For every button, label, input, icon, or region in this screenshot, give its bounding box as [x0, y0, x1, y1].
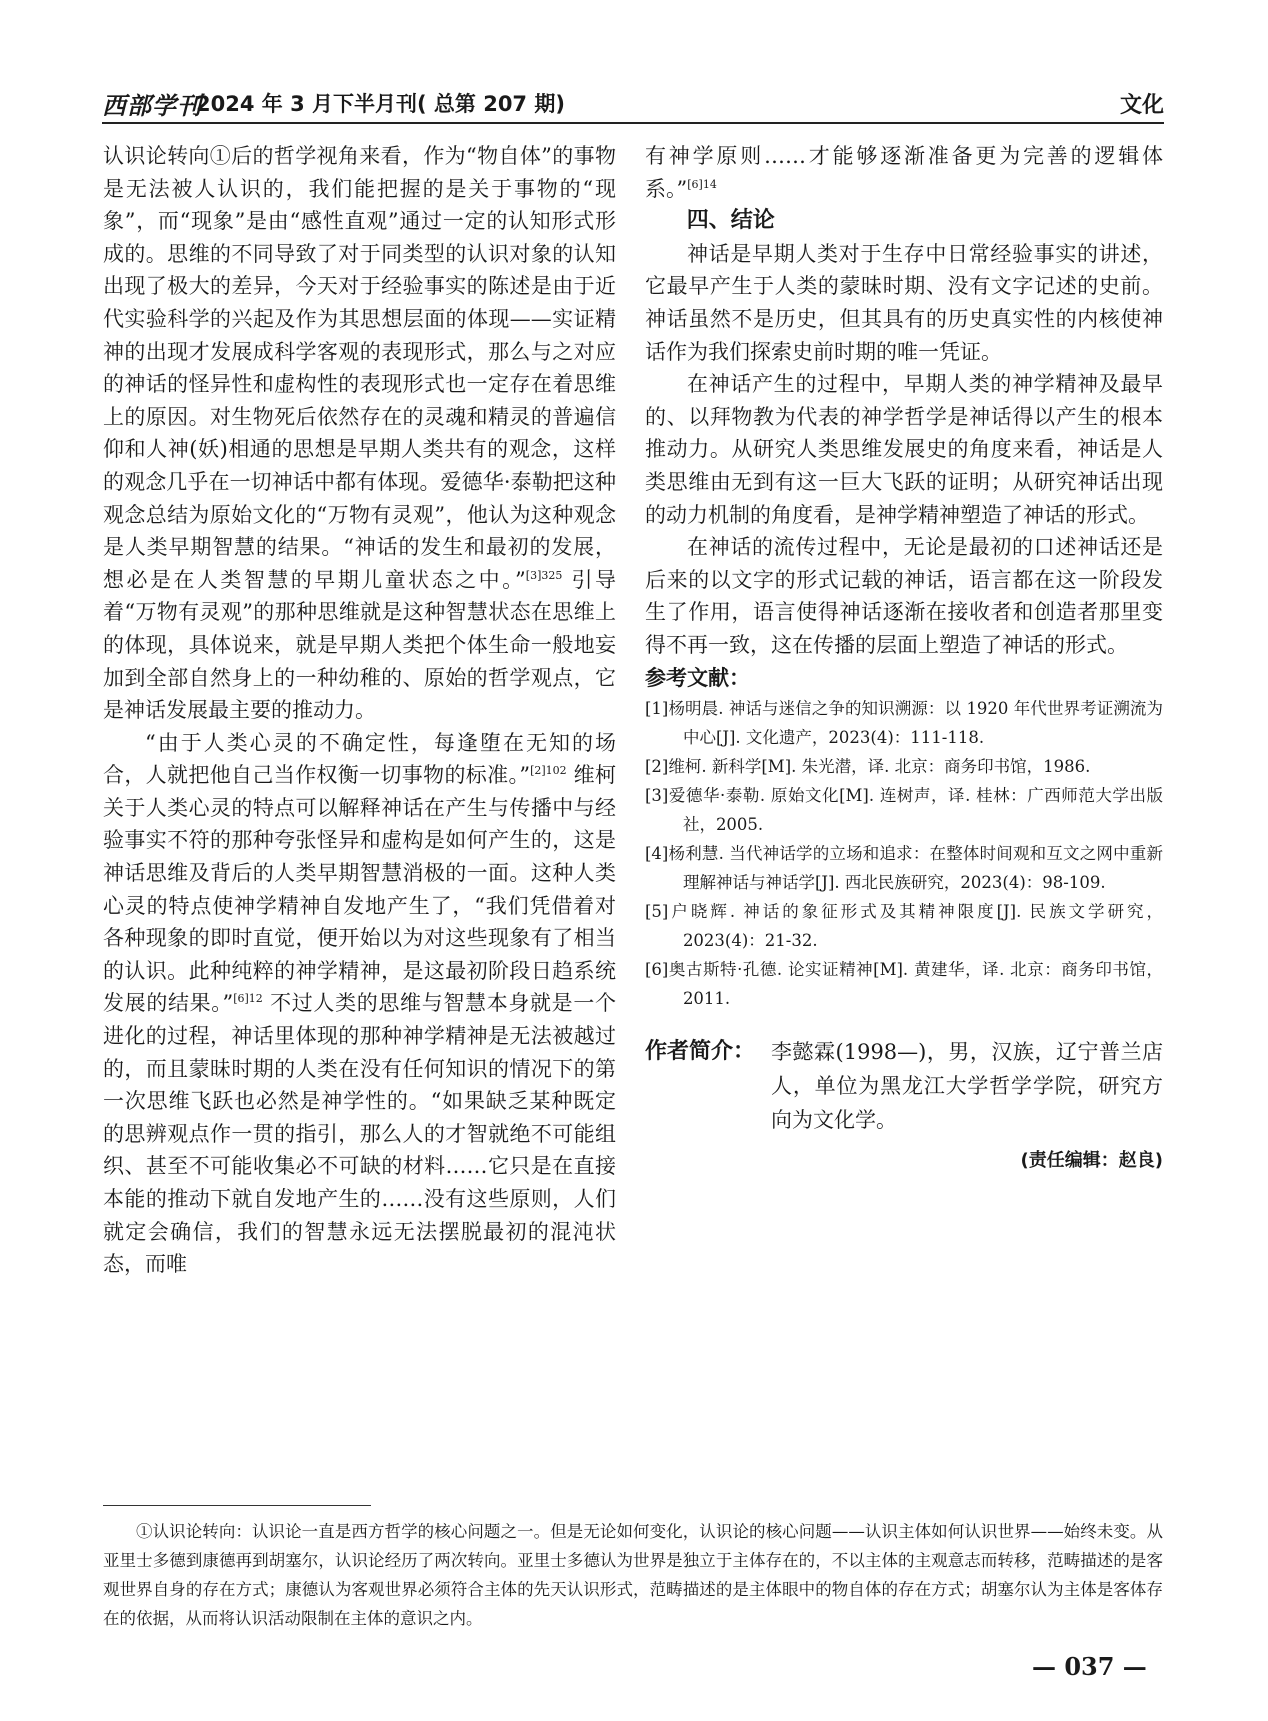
journal-logo: 西部学刊 — [102, 91, 202, 120]
footnote: ①认识论转向：认识论一直是西方哲学的核心问题之一。但是无论如何变化，认识论的核心问题——认识主体如何认识世界——始终未变。从亚里士多德到康德再到胡塞尔，认识论经历了两次转向。亚里士多德认为世界是独立于主体存在的，不以主体的主观意志而转移，范畴描述的是客观世界自身的存在方式；康德认为客观世界必须符合主体的先天认识形式，范畴描述的是主体眼中的物自体的存在方式；胡塞尔认为主体是客体存在的依据，从而将认识活动限制在主体的意识之内。 — [103, 1522, 1163, 1628]
issue-info: 2024 年 3 月下半月刊( 总第 207 期) — [196, 92, 565, 116]
section-heading: 四、结论 — [686, 208, 775, 234]
paragraph-text: 认识论转向①后的哲学视角来看，作为“物自体”的事物是无法被人认识的，我们能把握的是关于事物的“现象”，而“现象”是由“感性直观”通过一定的认知形式形成的。思维的不同导致了对于同类型的认识对象的认知出现了极大的差异，今天对于经验事实的陈述是由于近代实验科学的兴起及作为其思想层面的体现——实证精神的出现才发展成科学客观的表现形式，那么与之对应的神话的怪异性和虚构性的表现形式也一定存在着思维上的原因。对生物死后依然存在的灵魂和精灵的普遍信仰和人神(妖)相通的思想是早期人类共有的观念，这样的观念几乎在一切神话中都有体现。爱德华·泰勒把这种观念总结为原始文化的“万物有灵观”，他认为这种观念是人类早期智慧的结果。“神话的发生和最初的发展，想必是在人类智慧的早期儿童状态之中。” — [103, 144, 616, 592]
responsible-editor: (责任编辑：赵良) — [1020, 1150, 1163, 1172]
paragraph: 在神话的流传过程中，无论是最初的口述神话还是后来的以文字的形式记载的神话，语言都在这一阶段发生了作用，语言使得神话逐渐在接收者和创造者那里变得不再一致，这在传播的层面上塑造了神话的形式。 — [645, 535, 1163, 657]
right-column — [645, 140, 1163, 1178]
citation: [6]12 — [233, 992, 263, 1006]
left-column — [103, 140, 616, 1281]
footnote-divider — [103, 1505, 371, 1506]
running-header — [102, 82, 1164, 124]
references-list — [645, 694, 1163, 1013]
page-number: — 037 — — [1032, 1652, 1147, 1681]
paragraph — [103, 140, 616, 727]
paragraph-text: “由于人类心灵的不确定性，每逢堕在无知的场合，人就把他自己当作权衡一切事物的标准。” — [103, 730, 616, 788]
citation: [3]325 — [525, 568, 563, 582]
paragraph — [645, 140, 1163, 205]
paragraph: 在神话产生的过程中，早期人类的神学精神及最早的、以拜物教为代表的神学哲学是神话得以产生的根本推动力。从研究人类思维发展史的角度来看，神话是人类思维由无到有这一巨大飞跃的证明；从研究神话出现的动力机制的角度看，是神学精神塑造了神话的形式。 — [645, 372, 1163, 527]
references-title: 参考文献： — [645, 665, 750, 690]
paragraph-text: 引导着“万物有灵观”的那种思维就是这种智慧状态在思维上的体现，具体说来，就是早期人类把个体生命一般地妄加到全部自然身上的一种幼稚的、原始的哲学观点，它是神话发展最主要的推动力。 — [103, 567, 617, 723]
reference-item: [1]杨明晨. 神话与迷信之争的知识溯源：以 1920 年代世界考证溯流为中心[J]. 文化遗产，2023(4)：111-118. — [645, 699, 1163, 748]
header-rule — [102, 122, 1164, 124]
section-name: 文化 — [1119, 93, 1164, 118]
paragraph-text: 有神学原则……才能够逐渐准备更为完善的逻辑体系。” — [645, 144, 1163, 201]
citation: [2]102 — [530, 764, 567, 778]
paragraph-text: 不过人类的思维与智慧本身就是一个进化的过程，神话里体现的那种神学精神是无法被越过的，而且蒙昧时期的人类在没有任何知识的情况下的第一次思维飞跃也必然是神学性的。“如果缺乏某种既定的思辨观点作一贯的指引，那么人的才智就绝不可能组织、甚至不可能收集必不可缺的材料……它只是在直接本能的推动下就自发地产生的……没有这些原则，人们就定会确信，我们的智慧永远无法摆脱最初的混沌状态，而唯 — [103, 991, 616, 1277]
paragraph: 神话是早期人类对于生存中日常经验事实的讲述，它最早产生于人类的蒙昧时期、没有文字记述的史前。神话虽然不是历史，但其具有的历史真实性的内核使神话作为我们探索史前时期的唯一凭证。 — [645, 241, 1163, 364]
author-bio-text: 李懿霖(1998—)，男，汉族，辽宁普兰店人，单位为黑龙江大学哲学学院，研究方向为文化学。 — [771, 1040, 1163, 1133]
citation: [6]14 — [687, 177, 717, 191]
author-bio — [645, 1035, 1163, 1137]
reference-item: [5]户晓辉. 神话的象征形式及其精神限度[J]. 民族文学研究，2023(4)：21-32. — [645, 902, 1163, 951]
reference-item: [6]奥古斯特·孔德. 论实证精神[M]. 黄建华，译. 北京：商务印书馆，2011. — [645, 960, 1163, 1009]
author-bio-label: 作者简介： — [645, 1039, 756, 1065]
paragraph — [103, 727, 616, 1281]
reference-item: [3]爱德华·泰勒. 原始文化[M]. 连树声，译. 桂林：广西师范大学出版社，2005. — [645, 786, 1163, 835]
reference-item: [2]维柯. 新科学[M]. 朱光潜，译. 北京：商务印书馆，1986. — [645, 757, 1091, 777]
paragraph-text: 维柯关于人类心灵的特点可以解释神话在产生与传播中与经验事实不符的那种夸张怪异和虚构是如何产生的，这是神话思维及背后的人类早期智慧消极的一面。这种人类心灵的特点使神学精神自发地产生了，“我们凭借着对各种现象的即时直觉，便开始以为对这些现象有了相当的认识。此种纯粹的神学精神，是这最初阶段日趋系统发展的结果。” — [103, 763, 616, 1016]
reference-item: [4]杨利慧. 当代神话学的立场和追求：在整体时间观和互文之网中重新理解神话与神话学[J]. 西北民族研究，2023(4)：98-109. — [645, 844, 1163, 893]
